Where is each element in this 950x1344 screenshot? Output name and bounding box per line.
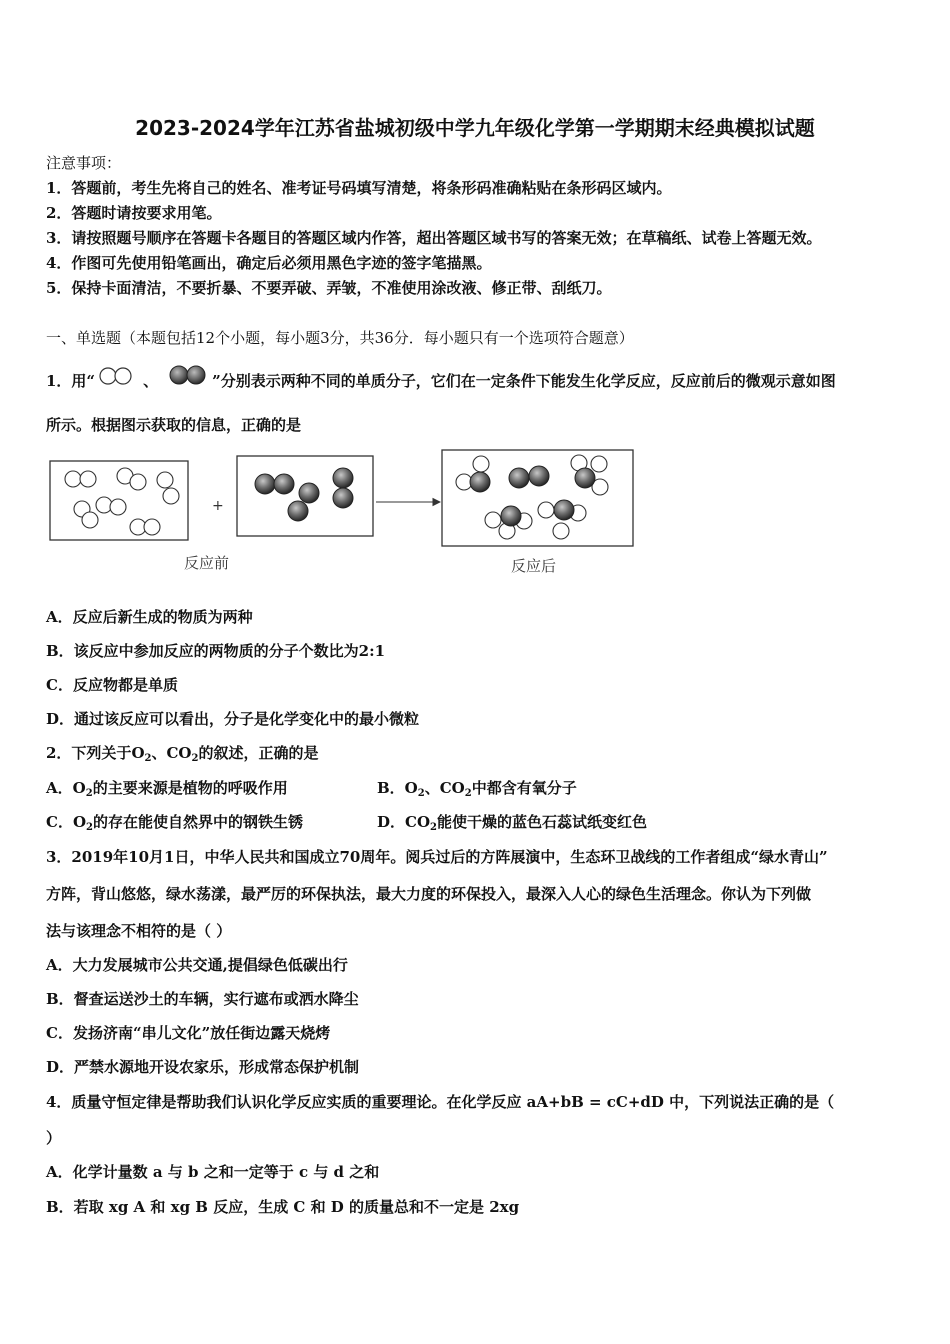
q2-option-d: [377, 811, 647, 832]
q1-option-a: A．反应后新生成的物质为两种: [46, 608, 253, 626]
subscript: 2: [464, 788, 472, 799]
q2-stem-text: 的叙述，正确的是: [198, 744, 319, 762]
q2-option-text: 能使干燥的蓝色石蕊试纸变红色: [436, 813, 647, 831]
q2-option-b: [377, 777, 577, 798]
subscript: 2: [144, 753, 152, 764]
q2-stem: [46, 742, 318, 763]
q2-option-c: [46, 811, 303, 832]
q2-option-text: 中都含有氧分子: [471, 779, 577, 797]
q2-option-text: C．O: [46, 813, 87, 831]
notice-item: 4．作图可先使用铅笔画出，确定后必须用黑色字迹的签字笔描黑。: [46, 254, 492, 272]
page-title: 2023-2024学年江苏省盐城初级中学九年级化学第一学期期末经典模拟试题: [135, 116, 815, 140]
label-after: 反应后: [511, 557, 557, 575]
product-box: [442, 450, 633, 546]
q2-option-text: 的主要来源是植物的呼吸作用: [92, 779, 288, 797]
q2-stem-text: 、CO: [151, 744, 192, 762]
subscript: 2: [430, 822, 437, 833]
q4-option-a: A．化学计量数 a 与 b 之和一定等于 c 与 d 之和: [46, 1163, 380, 1181]
q1-option-c: C．反应物都是单质: [46, 676, 178, 694]
q2-option-text: A．O: [46, 779, 86, 797]
q2-option-a: [46, 777, 288, 798]
q2-stem-text: 2．下列关于O: [46, 744, 145, 762]
reactant-box-white: [50, 461, 188, 540]
q4-stem-line1: 4．质量守恒定律是帮助我们认识化学反应实质的重要理论。在化学反应 aA+bB = cC+dD 中，下列说法正确的是（: [46, 1093, 835, 1111]
notice-item: 1．答题前，考生先将自己的姓名、准考证号码填写清楚，将条形码准确粘贴在条形码区域内。: [46, 179, 672, 197]
q3-stem-line2: 方阵，背山悠悠，绿水荡漾，最严厉的环保执法，最大力度的环保投入，最深入人心的绿色生活理念。你认为下列做: [46, 885, 812, 903]
q1-stem-line1: [46, 364, 836, 391]
notice-item: 2．答题时请按要求用笔。: [46, 204, 222, 222]
q1-stem-open: 1．用“: [46, 372, 96, 390]
gray-molecule-icon: [166, 364, 210, 388]
q3-option-d: D．严禁水源地开设农家乐，形成常态保护机制: [46, 1058, 360, 1076]
section-heading: 一、单选题（本题包括12个小题，每小题3分，共36分．每小题只有一个选项符合题意）: [46, 329, 634, 347]
q4-stem-line2: ）: [46, 1129, 62, 1147]
notice-item: 3．请按照题号顺序在答题卡各题目的答题区域内作答，超出答题区域书写的答案无效；在草稿纸、试卷上答题无效。: [46, 229, 822, 247]
subscript: 2: [86, 822, 93, 833]
q3-stem-line1: 3．2019年10月1日，中华人民共和国成立70周年。阅兵过后的方阵展演中，生态环卫战线的工作者组成“绿水青山”: [46, 848, 828, 866]
q1-stem-sep: 、: [143, 372, 159, 390]
q3-option-b: B．督查运送沙土的车辆，实行遮布或洒水降尘: [46, 990, 359, 1008]
q1-option-d: D．通过该反应可以看出，分子是化学变化中的最小微粒: [46, 710, 420, 728]
notice-heading: 注意事项：: [46, 154, 122, 172]
q2-option-text: D．CO: [377, 813, 431, 831]
q1-stem-close: ”分别表示两种不同的单质分子，它们在一定条件下能发生化学反应，反应前后的微观示意如图: [212, 372, 836, 390]
q3-option-c: C．发扬济南“串儿文化”放任街边露天烧烤: [46, 1024, 331, 1042]
reaction-diagram: [46, 444, 646, 580]
subscript: 2: [85, 788, 93, 799]
q3-option-a: A．大力发展城市公共交通,提倡绿色低碳出行: [46, 956, 348, 974]
subscript: 2: [417, 788, 425, 799]
q1-stem-line2: 所示。根据图示获取的信息，正确的是: [46, 416, 302, 434]
figure-plus: +: [212, 498, 224, 514]
q4-option-b: B．若取 xg A 和 xg B 反应，生成 C 和 D 的质量总和不一定是 2xg: [46, 1198, 520, 1216]
subscript: 2: [191, 753, 199, 764]
q2-option-text: 的存在能使自然界中的钢铁生锈: [92, 813, 303, 831]
q1-option-b: B．该反应中参加反应的两物质的分子个数比为2:1: [46, 642, 386, 660]
q2-option-text: 、CO: [424, 779, 465, 797]
q3-stem-line3: 法与该理念不相符的是（ ）: [46, 922, 232, 940]
notice-item: 5．保持卡面清洁，不要折暴、不要弄破、弄皱，不准使用涂改液、修正带、刮纸刀。: [46, 279, 612, 297]
label-before: 反应前: [184, 554, 230, 572]
white-molecule-icon: [97, 366, 135, 388]
q2-option-text: B．O: [377, 779, 418, 797]
reactant-box-gray: [237, 456, 373, 536]
